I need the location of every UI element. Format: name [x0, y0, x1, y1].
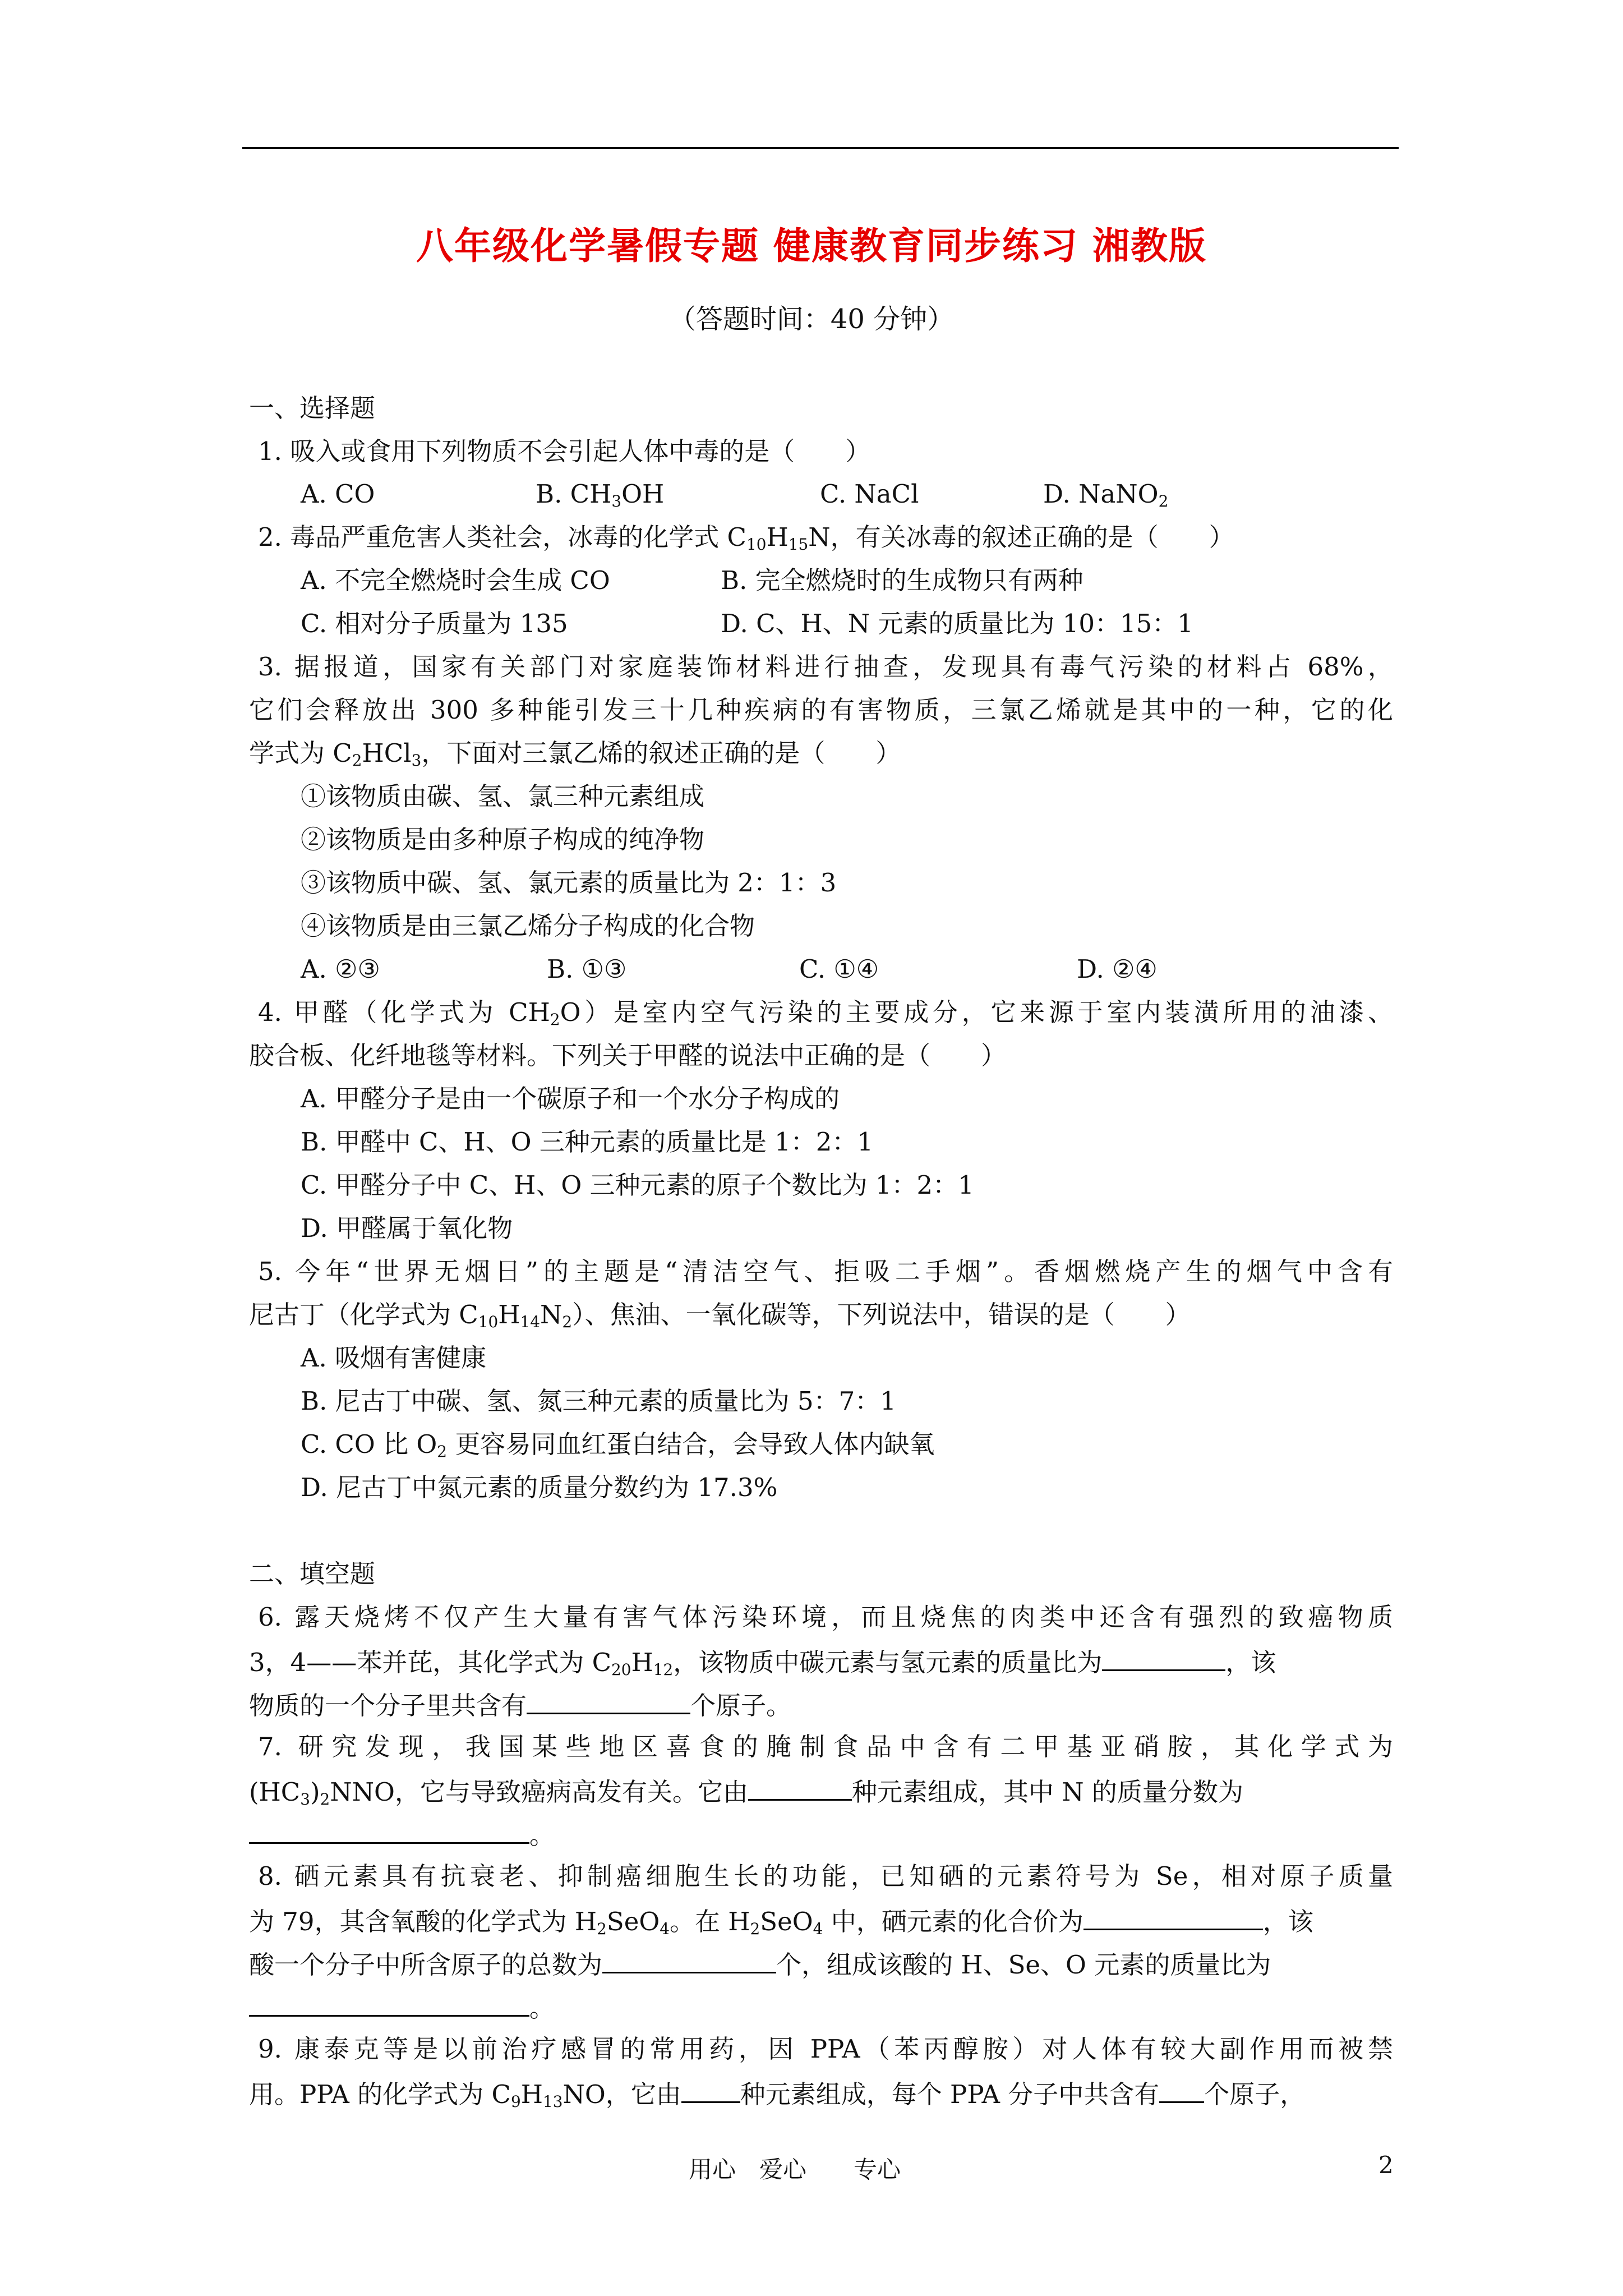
page-number: 2: [1378, 2151, 1394, 2179]
question-3-line-2: 它们会释放出 300 多种能引发三十几种疾病的有害物质，三氯乙烯就是其中的一种，它的化: [249, 695, 1393, 725]
question-3-option-b: B. ①③: [547, 954, 627, 984]
question-7-line-1: 7. 研究发现，我国某些地区喜食的腌制食品中含有二甲基亚硝胺，其化学式为: [258, 1732, 1393, 1761]
question-3-statement-3: ③该物质中碳、氢、氯元素的质量比为 2：1：3: [301, 868, 837, 898]
question-5-option-a: A. 吸烟有害健康: [301, 1343, 487, 1373]
question-9-line-2: 用。PPA 的化学式为 $C_9H_{13}NO$，它由 种元素组成，每个 PPA 分子中共含有 个原子，: [249, 2077, 1305, 2110]
answer-blank-total-atoms[interactable]: [602, 1947, 776, 1973]
question-1-option-b: B. $CH_3OH$: [536, 479, 665, 510]
footer-motto: 用心 爱心 专心: [689, 2156, 901, 2183]
question-3-statement-2: ②该物质是由多种原子构成的纯净物: [301, 825, 705, 854]
question-1-option-a: A. CO: [301, 479, 375, 509]
section-heading-fill: 二、填空题: [249, 1559, 376, 1589]
answer-blank-ppa-atoms[interactable]: [1159, 2077, 1204, 2103]
question-8-line-2: 为 79，其含氧酸的化学式为 $H_2SeO_4$。在 $H_2SeO_4$ 中，硒元素的化合价为 ，该: [249, 1904, 1313, 1938]
answer-blank-ppa-elements[interactable]: [681, 2077, 740, 2103]
question-4-line-1: 4. 甲醛（化学式为 $CH_2O$）是室内空气污染的主要成分，它来源于室内装潢所用的油漆、: [258, 997, 1393, 1029]
question-3-statement-1: ①该物质由碳、氢、氯三种元素组成: [301, 781, 705, 811]
question-2-option-c: C. 相对分子质量为 135: [301, 609, 568, 638]
question-8-line-4: 。: [249, 1990, 555, 2024]
question-5-line-1: 5. 今年“世界无烟日”的主题是“清洁空气、拒吸二手烟”。香烟燃烧产生的烟气中含有: [258, 1257, 1393, 1286]
question-6-line-1: 6. 露天烧烤不仅产生大量有害气体污染环境，而且烧焦的肉类中还含有强烈的致癌物质: [258, 1602, 1393, 1632]
question-8-line-3: 酸一个分子中所含原子的总数为 个，组成该酸的 H、Se、O 元素的质量比为: [249, 1947, 1271, 1981]
question-5-option-b: B. 尼古丁中碳、氢、氮三种元素的质量比为 5：7：1: [301, 1386, 896, 1416]
question-3-line-3: 学式为 $C_2HCl_3$，下面对三氯乙烯的叙述正确的是（ ）: [249, 738, 901, 770]
question-1-stem: 1. 吸入或食用下列物质不会引起人体中毒的是（ ）: [258, 436, 871, 466]
question-4-option-b: B. 甲醛中 C、H、O 三种元素的质量比是 1：2：1: [301, 1127, 874, 1157]
answer-blank-valence[interactable]: [1083, 1904, 1263, 1930]
question-2-stem: 2. 毒品严重危害人类社会，冰毒的化学式 $C_{10}H_{15}N$，有关冰毒的叙述正确的是（ ）: [258, 522, 1234, 554]
question-2-option-d: D. C、H、N 元素的质量比为 10：15：1: [721, 609, 1193, 638]
question-3-option-a: A. ②③: [301, 954, 380, 984]
question-5-line-2: 尼古丁（化学式为 $C_{10}H_{14}N_2$）、焦油、一氧化碳等，下列说法中，错误的是（ ）: [249, 1300, 1191, 1331]
answer-blank-atom-count[interactable]: [527, 1688, 690, 1714]
question-4-line-2: 胶合板、化纤地毯等材料。下列关于甲醛的说法中正确的是（ ）: [249, 1041, 1007, 1070]
question-5-option-c: C. CO 比 $O_2$ 更容易同血红蛋白结合，会导致人体内缺氧: [301, 1429, 935, 1461]
question-1-option-d: D. NaNO$_2$: [1043, 479, 1169, 510]
question-5-option-d: D. 尼古丁中氮元素的质量分数约为 17.3%: [301, 1473, 778, 1502]
question-7-line-3: 。: [249, 1818, 555, 1851]
answer-blank-element-count[interactable]: [748, 1774, 852, 1801]
answer-blank-mass-ratio-hseo[interactable]: [249, 1990, 529, 2017]
question-1-option-c: C. NaCl: [820, 479, 919, 509]
question-3-option-c: C. ①④: [799, 954, 879, 984]
question-7-line-2: $(HC_3)_2NNO$，它与导致癌病高发有关。它由 种元素组成，其中 N 的质量分数为: [249, 1774, 1243, 1808]
section-heading-choice: 一、选择题: [249, 393, 376, 423]
question-4-option-c: C. 甲醛分子中 C、H、O 三种元素的原子个数比为 1：2：1: [301, 1170, 974, 1200]
answer-blank-mass-ratio[interactable]: [1102, 1645, 1225, 1671]
header-rule: [242, 147, 1399, 149]
question-2-option-b: B. 完全燃烧时的生成物只有两种: [721, 565, 1083, 595]
time-limit: （答题时间：40 分钟）: [668, 303, 955, 335]
question-3-statement-4: ④该物质是由三氯乙烯分子构成的化合物: [301, 911, 755, 941]
question-8-line-1: 8. 硒元素具有抗衰老、抑制癌细胞生长的功能，已知硒的元素符号为 Se，相对原子质量: [258, 1861, 1393, 1891]
question-3-line-1: 3. 据报道，国家有关部门对家庭装饰材料进行抽查，发现具有毒气污染的材料占 68%，: [258, 652, 1393, 682]
question-2-option-a: A. 不完全燃烧时会生成 CO: [301, 565, 610, 595]
answer-blank-nitrogen-fraction[interactable]: [249, 1818, 529, 1844]
question-3-option-d: D. ②④: [1077, 954, 1158, 984]
question-4-option-a: A. 甲醛分子是由一个碳原子和一个水分子构成的: [301, 1084, 840, 1114]
question-9-line-1: 9. 康泰克等是以前治疗感冒的常用药，因 PPA（苯丙醇胺）对人体有较大副作用而被禁: [258, 2034, 1393, 2064]
question-6-line-3: 物质的一个分子里共含有 个原子。: [249, 1688, 791, 1722]
question-6-line-2: 3，4——苯并芘，其化学式为 $C_{20}H_{12}$，该物质中碳元素与氢元素的质量比为 ，该: [249, 1645, 1276, 1678]
document-title: 八年级化学暑假专题 健康教育同步练习 湘教版: [416, 224, 1207, 268]
question-4-option-d: D. 甲醛属于氧化物: [301, 1213, 513, 1243]
